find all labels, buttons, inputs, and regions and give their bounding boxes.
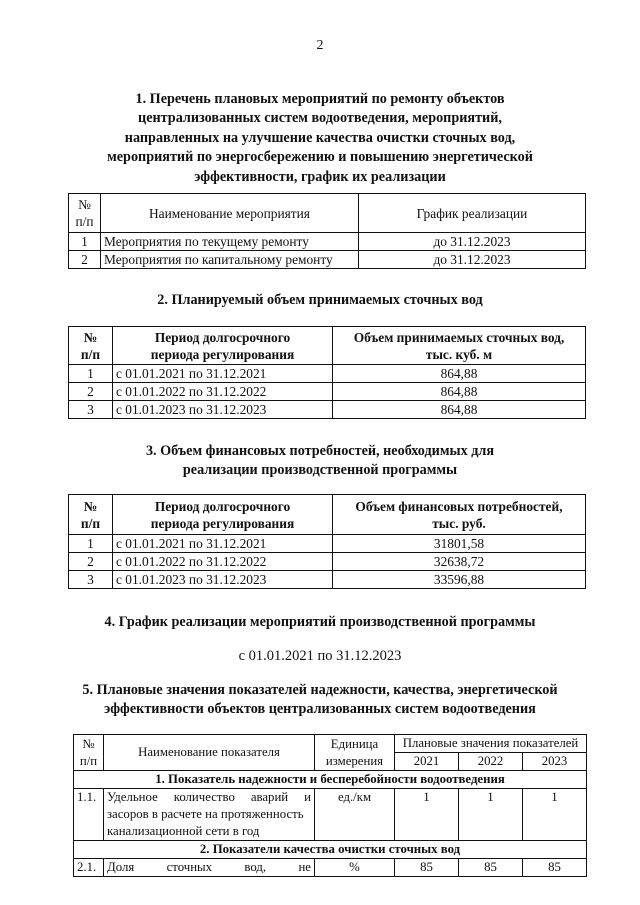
table-row bbox=[69, 365, 586, 383]
table-header-row bbox=[69, 327, 586, 365]
section1-table bbox=[68, 193, 586, 269]
row-value: 85 bbox=[459, 859, 523, 877]
row-value: 864,88 bbox=[333, 365, 586, 383]
unit-header: Единица измерения bbox=[315, 735, 395, 771]
table-row bbox=[69, 251, 586, 269]
num-header: № п/п bbox=[74, 735, 104, 771]
schedule-header: График реализации bbox=[359, 194, 586, 233]
section2-title: 2. Планируемый объем принимаемых сточных вод bbox=[157, 292, 483, 308]
row-num: 2 bbox=[69, 251, 101, 269]
table-row bbox=[74, 789, 587, 841]
row-name: Мероприятия по текущему ремонту bbox=[101, 233, 359, 251]
period-header: Период долгосрочного периода регулирования bbox=[113, 495, 333, 535]
section5-title bbox=[40, 681, 600, 720]
table-row bbox=[69, 233, 586, 251]
period-header: Период долгосрочного периода регулирования bbox=[113, 327, 333, 365]
section1-title-line: эффективности, график их реализации bbox=[194, 168, 446, 185]
group-row bbox=[74, 841, 587, 859]
num-header: № п/п bbox=[69, 495, 113, 535]
section1-title-line: 1. Перечень плановых мероприятий по ремонту объектов bbox=[135, 91, 505, 107]
value-header: Объем принимаемых сточных вод, тыс. куб. м bbox=[333, 327, 586, 365]
section1-title bbox=[60, 90, 580, 187]
num-header: № п/п bbox=[69, 327, 113, 365]
row-value: 1 bbox=[395, 789, 459, 841]
row-value: 31801,58 bbox=[333, 535, 586, 553]
row-period: с 01.01.2023 по 31.12.2023 bbox=[113, 571, 333, 589]
row-value: 32638,72 bbox=[333, 553, 586, 571]
row-value: 864,88 bbox=[333, 383, 586, 401]
group-title: 2. Показатели качества очистки сточных вод bbox=[74, 841, 587, 859]
table-row bbox=[69, 535, 586, 553]
row-period: с 01.01.2022 по 31.12.2022 bbox=[113, 383, 333, 401]
table-header-row bbox=[69, 194, 586, 233]
section2-table bbox=[68, 326, 586, 419]
table-row bbox=[69, 571, 586, 589]
table-row bbox=[69, 401, 586, 419]
section5-table bbox=[73, 734, 587, 877]
row-name: Мероприятия по капитальному ремонту bbox=[101, 251, 359, 269]
value-header: Объем финансовых потребностей, тыс. руб. bbox=[333, 495, 586, 535]
row-period: с 01.01.2021 по 31.12.2021 bbox=[113, 535, 333, 553]
name-header: Наименование мероприятия bbox=[101, 194, 359, 233]
row-value: 1 bbox=[523, 789, 587, 841]
year-header: 2022 bbox=[459, 753, 523, 771]
row-name: Удельное количество аварий и засоров в расчете на протяженность канализационной сети в год bbox=[104, 789, 315, 841]
row-unit: ед./км bbox=[315, 789, 395, 841]
section3-table bbox=[68, 494, 586, 589]
section4-period: с 01.01.2021 по 31.12.2023 bbox=[238, 648, 402, 664]
row-num: 2.1. bbox=[74, 859, 104, 877]
row-value: 33596,88 bbox=[333, 571, 586, 589]
row-value: 85 bbox=[523, 859, 587, 877]
row-name: Доля сточных вод, не bbox=[104, 859, 315, 877]
section1-title-line: централизованных систем водоотведения, мероприятий, bbox=[138, 110, 502, 127]
plan-header: Плановые значения показателей bbox=[395, 735, 587, 753]
row-value: 85 bbox=[395, 859, 459, 877]
section3-title bbox=[60, 442, 580, 481]
row-schedule: до 31.12.2023 bbox=[359, 251, 586, 269]
row-value: 864,88 bbox=[333, 401, 586, 419]
group-title: 1. Показатель надежности и бесперебойности водоотведения bbox=[74, 771, 587, 789]
section5-title-line: 5. Плановые значения показателей надежности, качества, энергетической bbox=[82, 682, 558, 698]
row-num: 2 bbox=[69, 383, 113, 401]
table-row bbox=[69, 553, 586, 571]
name-header: Наименование показателя bbox=[104, 735, 315, 771]
table-row bbox=[74, 859, 587, 877]
table-header-row bbox=[69, 495, 586, 535]
row-unit: % bbox=[315, 859, 395, 877]
table-header-row bbox=[74, 735, 587, 753]
section3-title-line: 3. Объем финансовых потребностей, необходимых для bbox=[145, 443, 495, 459]
row-num: 1.1. bbox=[74, 789, 104, 841]
row-period: с 01.01.2022 по 31.12.2022 bbox=[113, 553, 333, 571]
num-header: № п/п bbox=[69, 194, 101, 233]
row-schedule: до 31.12.2023 bbox=[359, 233, 586, 251]
year-header: 2023 bbox=[523, 753, 587, 771]
row-num: 1 bbox=[69, 535, 113, 553]
section4-title: 4. График реализации мероприятий производственной программы bbox=[104, 614, 536, 630]
section1-title-line: мероприятий по энергосбережению и повышению энергетической bbox=[107, 149, 533, 166]
row-num: 3 bbox=[69, 401, 113, 419]
group-row bbox=[74, 771, 587, 789]
row-period: с 01.01.2021 по 31.12.2021 bbox=[113, 365, 333, 383]
year-header: 2021 bbox=[395, 753, 459, 771]
row-num: 2 bbox=[69, 553, 113, 571]
table-row bbox=[69, 383, 586, 401]
row-period: с 01.01.2023 по 31.12.2023 bbox=[113, 401, 333, 419]
page-number: 2 bbox=[316, 38, 324, 53]
section5-title-line: эффективности объектов централизованных систем водоотведения bbox=[104, 701, 536, 718]
row-value: 1 bbox=[459, 789, 523, 841]
section3-title-line: реализации производственной программы bbox=[182, 462, 458, 479]
row-num: 3 bbox=[69, 571, 113, 589]
row-num: 1 bbox=[69, 233, 101, 251]
row-num: 1 bbox=[69, 365, 113, 383]
section1-title-line: направленных на улучшение качества очистки сточных вод, bbox=[124, 129, 516, 146]
